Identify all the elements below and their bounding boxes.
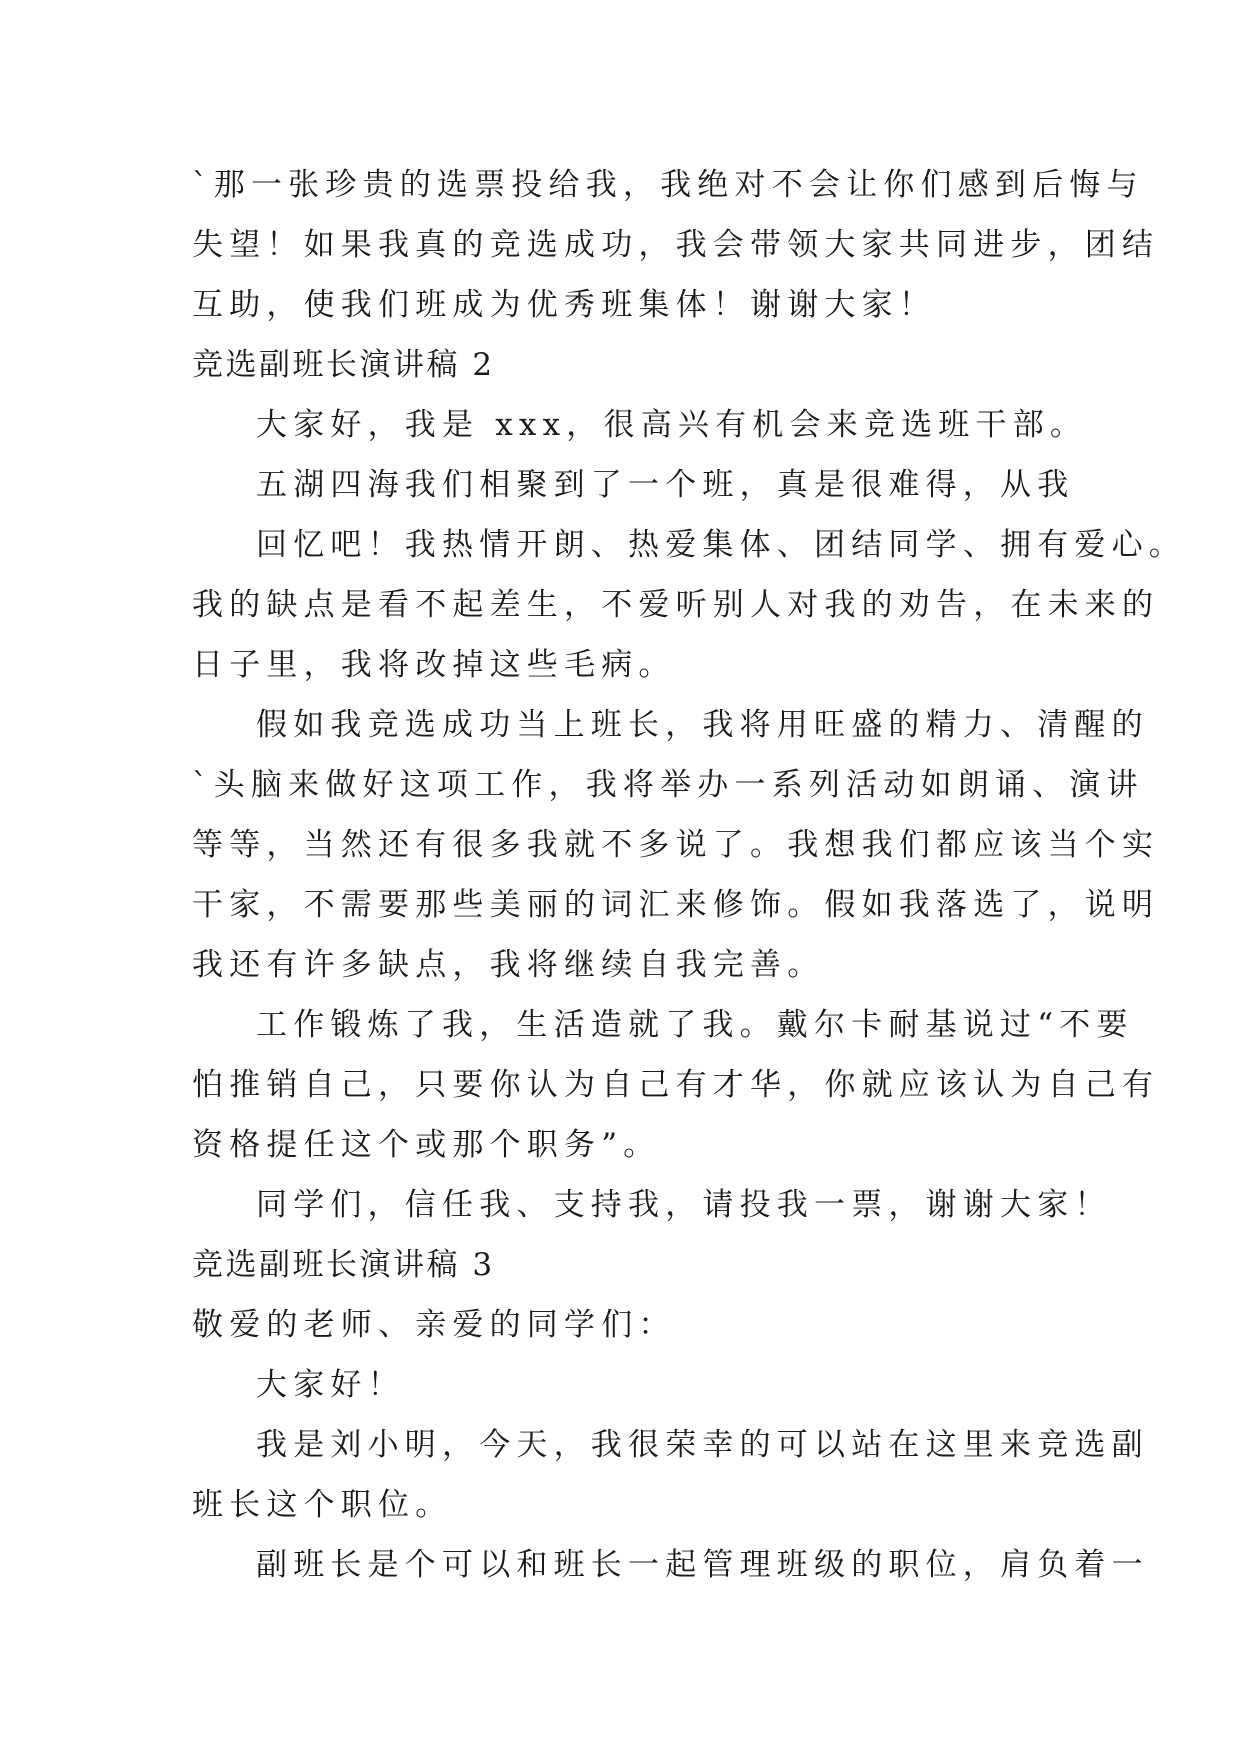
text-line: 回忆吧！我热情开朗、热爱集体、团结同学、拥有爱心。 [256, 527, 1186, 563]
text-line: 等等，当然还有很多我就不多说了。我想我们都应该当个实 [192, 827, 1160, 863]
text-line: 资格提任这个或那个职务”。 [192, 1127, 661, 1163]
text-line: 班长这个职位。 [192, 1487, 453, 1523]
text-line: 我的缺点是看不起差生，不爱听别人对我的劝告，在未来的 [192, 587, 1160, 623]
text-line: 假如我竞选成功当上班长，我将用旺盛的精力、清醒的 [256, 707, 1149, 743]
text-line: 干家，不需要那些美丽的词汇来修饰。假如我落选了，说明 [192, 887, 1160, 923]
text-line: 我还有许多缺点，我将继续自我完善。 [192, 947, 825, 983]
text-line: `头脑来做好这项工作，我将举办一系列活动如朗诵、演讲 [192, 767, 1144, 803]
text-line: 怕推销自己，只要你认为自己有才华，你就应该认为自己有 [192, 1067, 1160, 1103]
text-line: 敬爱的老师、亲爱的同学们： [192, 1307, 676, 1343]
text-line: 我是刘小明，今天，我很荣幸的可以站在这里来竞选副 [256, 1427, 1149, 1463]
section-heading: 竞选副班长演讲稿 3 [192, 1247, 495, 1283]
text-line: `那一张珍贵的选票投给我，我绝对不会让你们感到后悔与 [192, 167, 1144, 203]
document-body [192, 155, 1186, 1595]
text-line: 日子里，我将改掉这些毛病。 [192, 647, 676, 683]
text-line: 大家好！ [256, 1367, 405, 1403]
text-line: 大家好，我是 xxx，很高兴有机会来竞选班干部。 [256, 407, 1088, 443]
text-line: 失望！如果我真的竞选成功，我会带领大家共同进步，团结 [192, 227, 1160, 263]
section-heading: 竞选副班长演讲稿 2 [192, 347, 495, 383]
text-line: 副班长是个可以和班长一起管理班级的职位，肩负着一 [256, 1547, 1149, 1583]
text-line: 五湖四海我们相聚到了一个班，真是很难得，从我 [256, 467, 1075, 503]
text-line: 工作锻炼了我，生活造就了我。戴尔卡耐基说过“不要 [256, 1007, 1134, 1043]
text-line: 同学们，信任我、支持我，请投我一票，谢谢大家！ [256, 1187, 1112, 1223]
text-line: 互助，使我们班成为优秀班集体！谢谢大家！ [192, 287, 936, 323]
